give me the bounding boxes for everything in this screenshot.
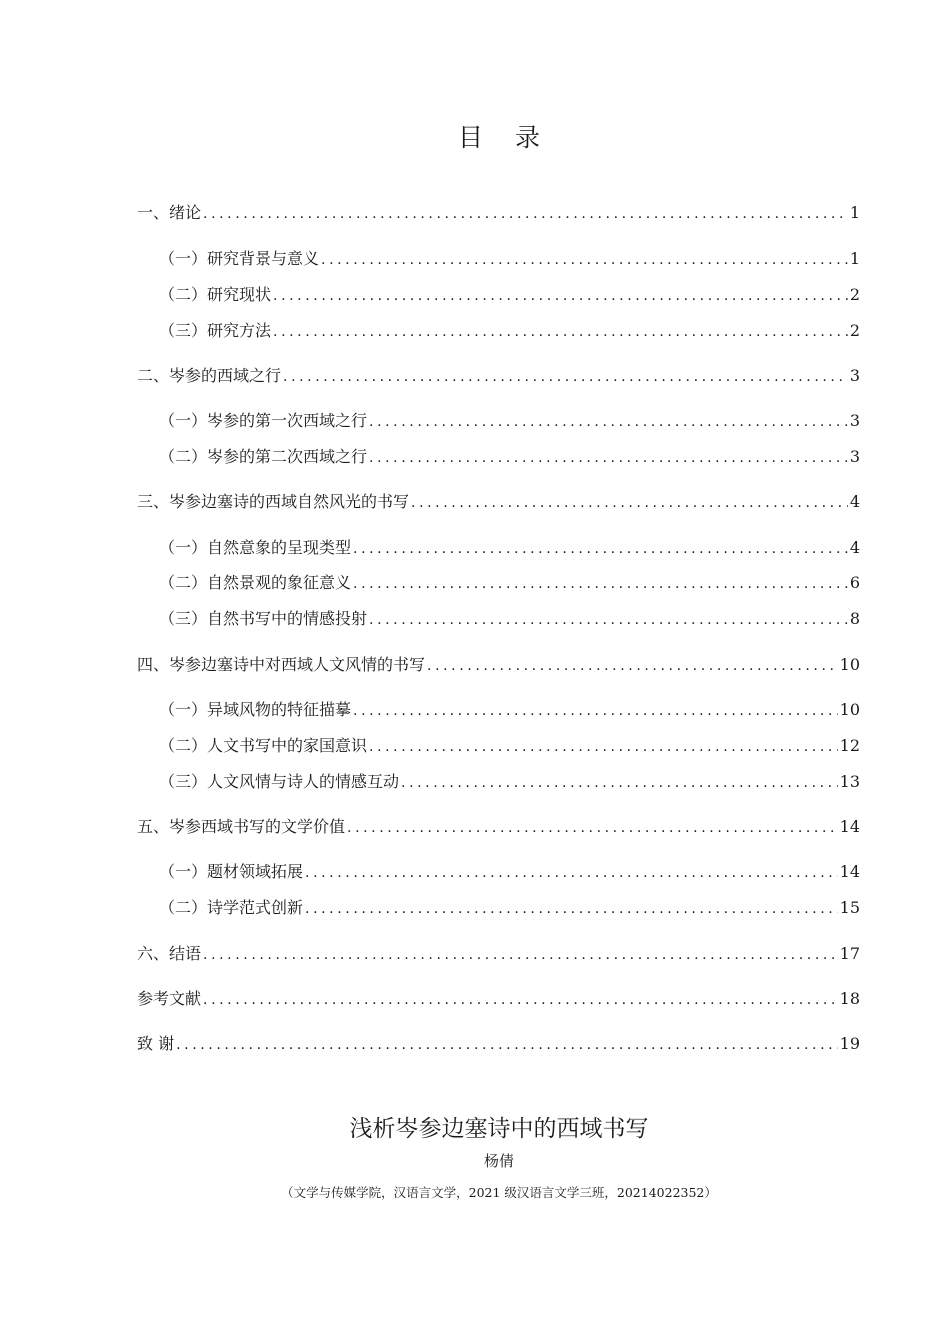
toc-entry-page: 4 [849,538,860,557]
toc-entry-label: 参考文献 [137,989,202,1008]
toc-dot-leader [369,445,848,471]
toc-entry-page: 3 [849,411,860,430]
toc-dot-leader [273,283,848,309]
toc-entry-page: 3 [849,366,860,385]
toc-entry-label: （一）研究背景与意义 [159,249,320,268]
toc-entry[interactable] [137,652,860,678]
toc-entry[interactable] [137,444,860,470]
toc-entry-label: （一）题材领域拓展 [159,862,304,881]
toc-entry-label: 致 谢 [137,1034,175,1053]
toc-dot-leader [203,201,848,227]
toc-entry-label: （二）人文书写中的家国意识 [159,736,368,755]
toc-dot-leader [305,860,838,886]
toc-entry[interactable] [137,318,860,344]
toc-entry-label: 二、岑参的西域之行 [137,366,282,385]
toc-entry-page: 18 [839,989,860,1008]
toc-dot-leader [203,942,838,968]
toc-dot-leader [427,653,838,679]
toc-entry[interactable] [137,282,860,308]
toc-entry[interactable] [137,363,860,389]
toc-entry-page: 14 [839,817,860,836]
toc-heading: 目 录 [458,123,552,152]
toc-entry-page: 1 [849,203,860,222]
toc-entry-page: 10 [839,655,860,674]
toc-entry[interactable] [137,697,860,723]
toc-entry[interactable] [137,986,860,1012]
toc-entry-label: （三）人文风情与诗人的情感互动 [159,772,400,791]
toc-entry-page: 2 [849,285,860,304]
toc-entry[interactable] [137,1031,860,1057]
toc-entry-label: （三）自然书写中的情感投射 [159,609,368,628]
toc-dot-leader [176,1032,838,1058]
toc-entry[interactable] [137,535,860,561]
toc-entry-page: 10 [839,700,860,719]
toc-dot-leader [369,409,848,435]
toc-entry-page: 6 [849,573,860,592]
toc-entry-label: 三、岑参边塞诗的西域自然风光的书写 [137,492,410,511]
toc-dot-leader [305,896,838,922]
toc-entry-page: 2 [849,321,860,340]
toc-entry-page: 14 [839,862,860,881]
toc-entry-label: 四、岑参边塞诗中对西域人文风情的书写 [137,655,426,674]
toc-entry-page: 13 [839,772,860,791]
toc-entry[interactable] [137,859,860,885]
toc-entry-label: （二）岑参的第二次西域之行 [159,447,368,466]
toc-entry[interactable] [137,941,860,967]
toc-entry-label: （一）异域风物的特征描摹 [159,700,352,719]
toc-entry-label: （一）自然意象的呈现类型 [159,538,352,557]
toc-entry[interactable] [137,769,860,795]
toc-entry-page: 4 [849,492,860,511]
toc-entry[interactable] [137,200,860,226]
toc-entry-page: 12 [839,736,860,755]
toc-entry[interactable] [137,606,860,632]
toc-entry[interactable] [137,408,860,434]
toc-entry[interactable] [137,895,860,921]
toc-dot-leader [273,319,848,345]
toc-entry-label: （三）研究方法 [159,321,272,340]
toc-entry[interactable] [137,246,860,272]
toc-dot-leader [347,815,838,841]
toc-entry-page: 3 [849,447,860,466]
toc-entry-label: （二）研究现状 [159,285,272,304]
toc-entry-label: （二）自然景观的象征意义 [159,573,352,592]
toc-entry[interactable] [137,814,860,840]
toc-entry-page: 1 [849,249,860,268]
toc-dot-leader [353,536,848,562]
toc-entry[interactable] [137,570,860,596]
toc-dot-leader [369,734,838,760]
toc-dot-leader [321,247,848,273]
toc-dot-leader [283,364,848,390]
toc-entry-page: 17 [839,944,860,963]
paper-affiliation: （文学与传媒学院，汉语言文学，2021 级汉语言文学三班，20214022352） [281,1185,717,1200]
toc-entry-label: 一、绪论 [137,203,202,222]
toc-dot-leader [401,770,838,796]
toc-dot-leader [353,698,838,724]
toc-dot-leader [203,987,838,1013]
toc-dot-leader [353,571,848,597]
toc-entry-label: 六、结语 [137,944,202,963]
toc-entry-page: 19 [839,1034,860,1053]
toc-entry-label: 五、岑参西域书写的文学价值 [137,817,346,836]
toc-entry-label: （一）岑参的第一次西域之行 [159,411,368,430]
toc-entry-label: （二）诗学范式创新 [159,898,304,917]
toc-entry[interactable] [137,733,860,759]
toc-dot-leader [369,607,848,633]
paper-author: 杨倩 [483,1152,514,1170]
toc-entry-page: 15 [839,898,860,917]
toc-entry-page: 8 [849,609,860,628]
toc-dot-leader [411,490,848,516]
paper-title: 浅析岑参边塞诗中的西域书写 [349,1116,649,1142]
toc-entry[interactable] [137,489,860,515]
